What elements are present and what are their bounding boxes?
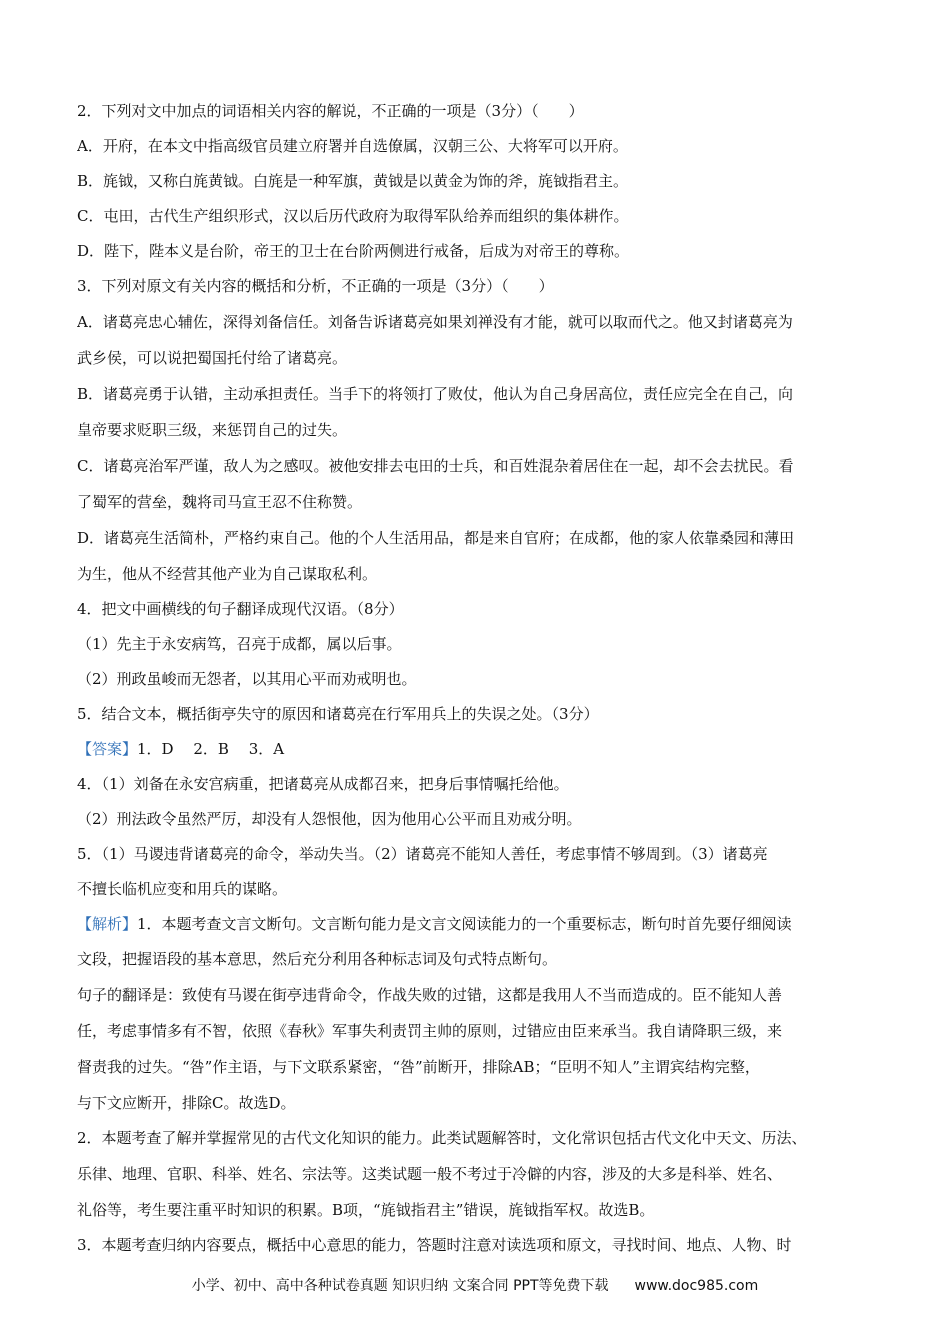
- answer-5-line1: 5．（1）马谡违背诸葛亮的命令，举动失当。（2）诸葛亮不能知人善任，考虑事情不够周到。（3）诸葛亮: [77, 845, 768, 863]
- analysis-1-text: 1．本题考查文言文断句。文言断句能力是文言文阅读能力的一个重要标志，断句时首先要仔细阅读: [137, 915, 792, 933]
- analysis-2-line3: 礼俗等，考生要注重平时知识的积累。B项，“旄钺指君主”错误，旄钺指军权。故选B。: [77, 1201, 655, 1219]
- q3-option-b-line2: 皇帝要求贬职三级，来惩罚自己的过失。: [77, 421, 348, 439]
- q3-option-c-line2: 了蜀军的营垒，魏将司马宣王忍不住称赞。: [77, 493, 363, 511]
- analysis-line: [77, 913, 877, 935]
- answer-4-line1: 4．（1）刘备在永安宫病重，把诸葛亮从成都召来，把身后事情嘱托给他。: [77, 775, 569, 793]
- answer-5-line2: 不擅长临机应变和用兵的谋略。: [77, 880, 288, 898]
- q3-option-d-line1: D．诸葛亮生活简朴，严格约束自己。他的个人生活用品，都是来自官府；在成都，他的家人依靠桑园和薄田: [77, 529, 795, 547]
- answer-choices: 1．D 2．B 3．A: [137, 740, 285, 758]
- question-4-stem: 4．把文中画横线的句子翻译成现代汉语。（8分）: [77, 600, 404, 618]
- answer-tag: 【答案】: [77, 740, 138, 758]
- page-footer: [0, 1276, 950, 1296]
- question-3-stem: 3．下列对原文有关内容的概括和分析，不正确的一项是（3分）（ ）: [77, 277, 554, 295]
- q4-sentence-2: （2）刑政虽峻而无怨者，以其用心平而劝戒明也。: [77, 670, 417, 688]
- translation-line2: 任，考虑事情多有不智，依照《春秋》军事失利责罚主帅的原则，过错应由臣来承当。我自请降职三级，来: [77, 1022, 783, 1040]
- translation-line1: 句子的翻译是：致使有马谡在街亭违背命令，作战失败的过错，这都是我用人不当而造成的。臣不能知人善: [77, 986, 783, 1004]
- answer-4-line2: （2）刑法政令虽然严厉，却没有人怨恨他，因为他用心公平而且劝戒分明。: [77, 810, 582, 828]
- q3-option-a-line2: 武乡侯，可以说把蜀国托付给了诸葛亮。: [77, 349, 348, 367]
- footer-url[interactable]: www.doc985.com: [634, 1278, 759, 1294]
- q3-option-b-line1: B．诸葛亮勇于认错，主动承担责任。当手下的将领打了败仗，他认为自己身居高位，责任应完全在自己，向: [77, 385, 794, 403]
- q4-sentence-1: （1）先主于永安病笃，召亮于成都，属以后事。: [77, 635, 402, 653]
- question-2-stem: 2．下列对文中加点的词语相关内容的解说，不正确的一项是（3分）（ ）: [77, 102, 584, 120]
- analysis-tag: 【解析】: [77, 915, 138, 933]
- q2-option-a: A．开府，在本文中指高级官员建立府署并自选僚属，汉朝三公、大将军可以开府。: [77, 137, 628, 155]
- q3-option-a-line1: A．诸葛亮忠心辅佐，深得刘备信任。刘备告诉诸葛亮如果刘禅没有才能，就可以取而代之。他又封诸葛亮为: [77, 313, 793, 331]
- translation-line4: 与下文应断开，排除C。故选D。: [77, 1094, 296, 1112]
- translation-line3: 督责我的过失。“咎”作主语，与下文联系紧密，“咎”前断开，排除AB；“臣明不知人”主谓宾结构完整，: [77, 1058, 760, 1076]
- question-5-stem: 5．结合文本，概括街亭失守的原因和诸葛亮在行军用兵上的失误之处。（3分）: [77, 705, 599, 723]
- q3-option-d-line2: 为生，他从不经营其他产业为自己谋取私利。: [77, 565, 378, 583]
- q2-option-b: B．旄钺，又称白旄黄钺。白旄是一种军旗，黄钺是以黄金为饰的斧，旄钺指君主。: [77, 172, 629, 190]
- analysis-3-line1: 3．本题考查归纳内容要点，概括中心意思的能力，答题时注意对读选项和原文，寻找时间、地点、人物、时: [77, 1236, 792, 1254]
- answer-line: [77, 738, 877, 760]
- analysis-2-line2: 乐律、地理、官职、科举、姓名、宗法等。这类试题一般不考过于冷僻的内容，涉及的大多是科举、姓名、: [77, 1165, 783, 1183]
- q2-option-d: D．陛下，陛本义是台阶，帝王的卫士在台阶两侧进行戒备，后成为对帝王的尊称。: [77, 242, 630, 260]
- q2-option-c: C．屯田，古代生产组织形式，汉以后历代政府为取得军队给养而组织的集体耕作。: [77, 207, 629, 225]
- analysis-2-line1: 2．本题考查了解并掌握常见的古代文化知识的能力。此类试题解答时，文化常识包括古代文化中天文、历法、: [77, 1129, 807, 1147]
- footer-text: 小学、初中、高中各种试卷真题 知识归纳 文案合同 PPT等免费下载: [191, 1278, 609, 1294]
- q3-option-c-line1: C．诸葛亮治军严谨，敌人为之感叹。被他安排去屯田的士兵，和百姓混杂着居住在一起，却不会去扰民。看: [77, 457, 794, 475]
- analysis-1-line2: 文段，把握语段的基本意思，然后充分利用各种标志词及句式特点断句。: [77, 950, 558, 968]
